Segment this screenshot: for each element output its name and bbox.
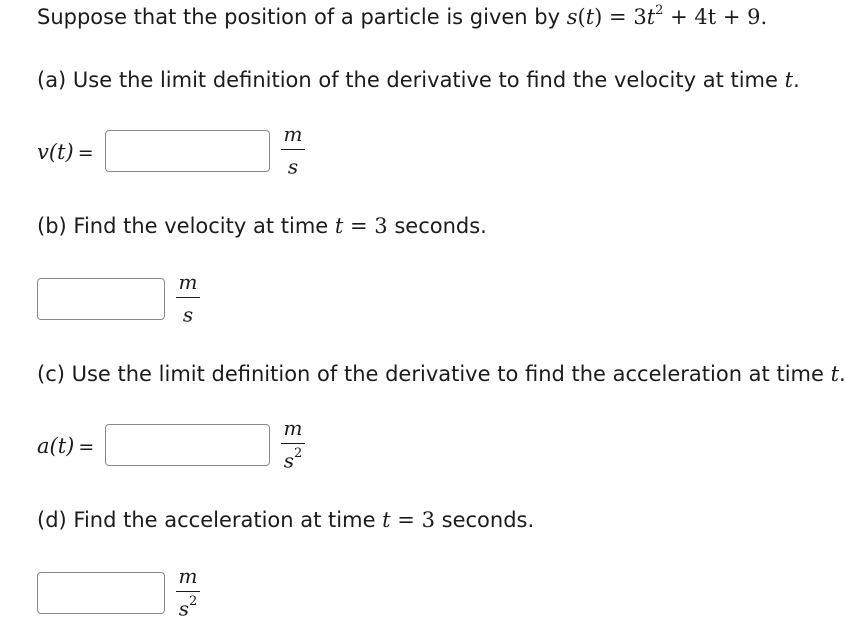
velocity-label: v(t) =	[37, 140, 94, 164]
part-c-prompt: (c) Use the limit definition of the derivative to find the acceleration at time t.	[37, 362, 846, 386]
acceleration-unit-c: m $s^2$	[275, 418, 311, 472]
acceleration-at-3-input[interactable]	[37, 572, 165, 614]
problem-statement	[37, 3, 768, 29]
part-a-prompt: (a) Use the limit definition of the derivative to find the velocity at time t.	[37, 68, 800, 92]
position-function: $s(t) = 3t^2 + 4t + 9$.	[566, 3, 768, 29]
velocity-unit-b: m s	[170, 272, 206, 326]
part-d-prompt: (d) Find the acceleration at time t = 3 seconds.	[37, 508, 535, 532]
part-b-prompt: (b) Find the velocity at time t = 3 seconds.	[37, 214, 487, 238]
acceleration-unit-d: m $s^2$	[170, 566, 206, 620]
velocity-function-input[interactable]	[105, 130, 270, 172]
velocity-unit-a: m s	[275, 124, 311, 178]
acceleration-function-input[interactable]	[105, 424, 270, 466]
acceleration-label: a(t) =	[37, 434, 95, 458]
statement-text: Suppose that the position of a particle is given by	[37, 5, 567, 29]
velocity-at-3-input[interactable]	[37, 278, 165, 320]
